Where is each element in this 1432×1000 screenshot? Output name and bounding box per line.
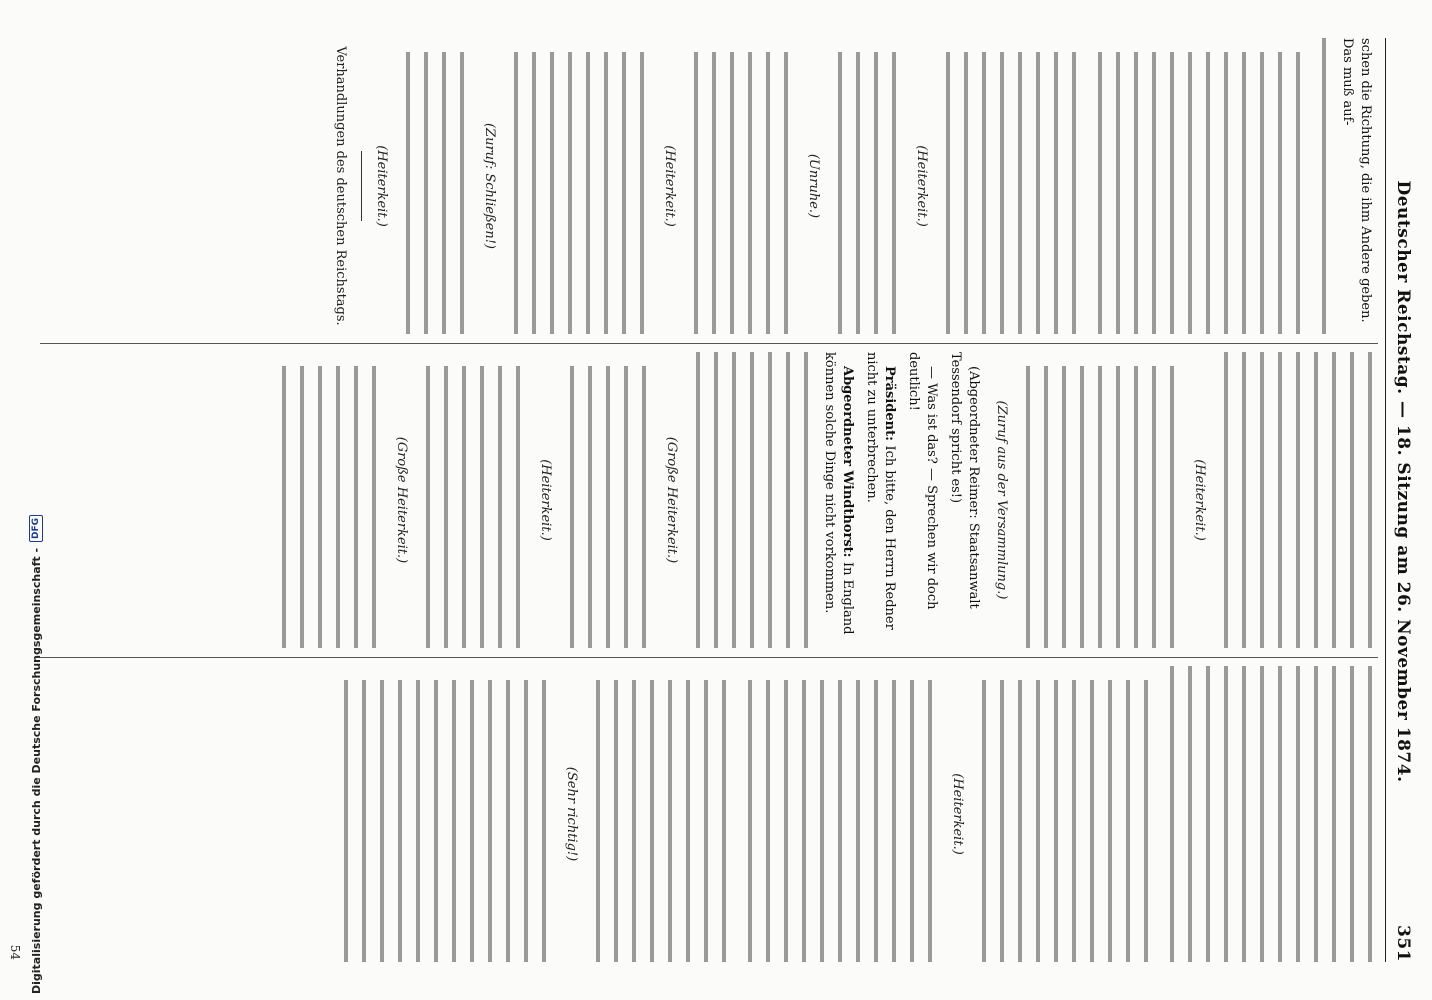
text-paragraph bbox=[1090, 52, 1306, 334]
header-title: Deutscher Reichstag. — 18. Sitzung am 26. November 1874. bbox=[1393, 180, 1413, 783]
reaction-note: (Heiterkeit.) bbox=[662, 145, 677, 227]
speaker-line bbox=[946, 352, 982, 648]
dfg-logo-icon: DFG bbox=[29, 515, 43, 542]
text-paragraph bbox=[336, 680, 552, 962]
reaction-note: (Große Heiterkeit.) bbox=[394, 436, 409, 564]
column-divider bbox=[40, 343, 1378, 344]
reaction-note: (Sehr richtig!) bbox=[564, 766, 579, 862]
speaker-line bbox=[820, 352, 856, 648]
speaker-text: In England können solche Dinge nicht vorkommen. bbox=[822, 352, 855, 635]
closing-line: Verhandlungen des deutschen Reichstags. bbox=[333, 46, 348, 326]
text-paragraph bbox=[740, 680, 938, 962]
section-rule bbox=[361, 151, 362, 221]
text-paragraph bbox=[274, 366, 382, 648]
text-paragraph bbox=[688, 352, 814, 648]
running-header bbox=[1388, 38, 1418, 962]
reaction-note: (Zuruf: Schließen!) bbox=[482, 122, 497, 249]
speaker-text: Ich bitte, den Herrn Redner nicht zu unterbrechen. bbox=[864, 352, 897, 630]
speaker-name: Abgeordneter Windthorst: bbox=[840, 366, 855, 558]
header-rule bbox=[1385, 38, 1386, 962]
reaction-note: (Heiterkeit.) bbox=[1192, 459, 1207, 541]
reaction-note: (Heiterkeit.) bbox=[374, 145, 389, 227]
text-paragraph bbox=[418, 366, 526, 648]
column-middle bbox=[28, 352, 1378, 648]
speaker-line bbox=[862, 352, 898, 648]
reaction-note: (Heiterkeit.) bbox=[950, 773, 965, 855]
speaker-interjection: (Abgeordneter Reimer: Staatsanwalt Tessendorf spricht es!) bbox=[948, 352, 981, 609]
text-paragraph bbox=[506, 52, 650, 334]
speaker-name: Präsident: bbox=[882, 366, 897, 441]
text-paragraph bbox=[1216, 352, 1378, 648]
text-paragraph bbox=[686, 52, 794, 334]
text-paragraph bbox=[562, 366, 652, 648]
reaction-note: (Heiterkeit.) bbox=[538, 459, 553, 541]
text-paragraph bbox=[938, 52, 1082, 334]
page-number: 351 bbox=[1393, 925, 1413, 962]
opening-line: schen die Richtung, die ihm Andere geben. Das muß auf- bbox=[1340, 38, 1373, 323]
footer-credit bbox=[3, 0, 43, 1000]
reaction-note: (Unruhe.) bbox=[806, 153, 821, 219]
text-paragraph bbox=[974, 680, 1154, 962]
reaction-note: (Große Heiterkeit.) bbox=[664, 436, 679, 564]
text-paragraph bbox=[1018, 366, 1180, 648]
text-paragraph bbox=[398, 52, 470, 334]
page-signature: 54 bbox=[8, 944, 22, 960]
reaction-note: (Heiterkeit.) bbox=[914, 145, 929, 227]
column-right bbox=[28, 666, 1378, 962]
text-paragraph bbox=[588, 680, 732, 962]
footer-credit-text: Digitalisierung gefördert durch die Deutsche Forschungsgemeinschaft - bbox=[29, 547, 43, 994]
column-left bbox=[28, 38, 1378, 334]
text-paragraph bbox=[1162, 666, 1378, 962]
text-paragraph bbox=[830, 52, 902, 334]
reaction-note: (Zuruf aus der Versammlung.) bbox=[994, 400, 1009, 600]
column-divider bbox=[40, 657, 1378, 658]
text-paragraph bbox=[1314, 38, 1332, 334]
speaker-line bbox=[904, 352, 940, 648]
speaker-text: — Was ist das? — Sprechen wir doch deutlich! bbox=[906, 352, 939, 610]
